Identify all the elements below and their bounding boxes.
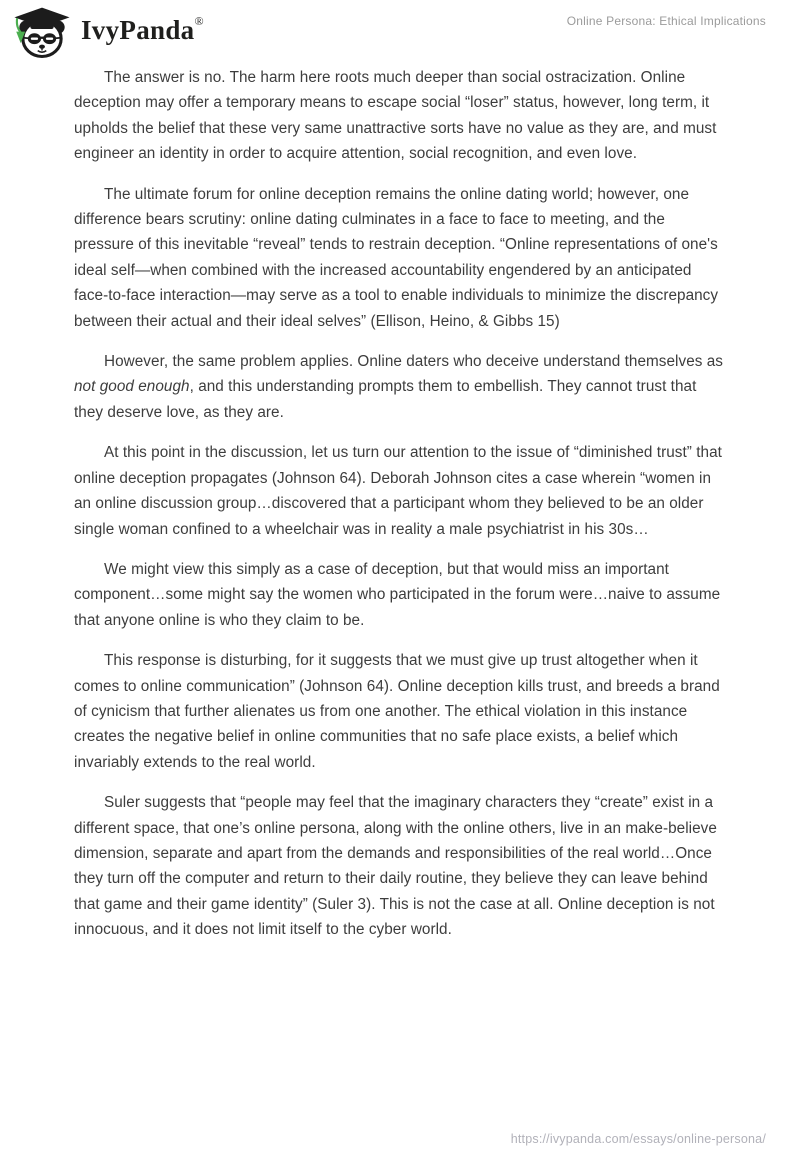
text-run: , and this understanding prompts them to embellish. They cannot trust that they deserve love, as they are. — [74, 378, 697, 421]
text-run: Suler suggests that “people may feel that the imaginary characters they “create” exist in a different space, that one’s online persona, along with the online others, live in an make-believe dimension, separate and apart from the demands and responsibilities of the real world…Once they turn off the computer and return to their daily routine, they believe they can leave behind that game and their game identity” (Suler 3). This is not the case at all. Online deception is not innocuous, and it does not limit itself to the cyber world. — [74, 794, 717, 939]
page-header — [0, 0, 800, 60]
text-run: This response is disturbing, for it suggests that we must give up trust altogether when it comes to online communication” (Johnson 64). Online deception kills trust, and breeds a brand of cynicism that further alienates us from one another. The ethical violation in this instance creates the negative belief in online communities that no safe place exists, a belief which invariably extends to the real world. — [74, 652, 720, 771]
text-run: However, the same problem applies. Online daters who deceive understand themselves as — [104, 353, 724, 371]
paragraph — [74, 790, 728, 942]
paragraph — [74, 349, 728, 425]
document-title: Online Persona: Ethical Implications — [566, 14, 766, 28]
panda-graduate-icon — [10, 5, 74, 60]
text-run: At this point in the discussion, let us turn our attention to the issue of “diminished trust” that online deception propagates (Johnson 64). Deborah Johnson cites a case wherein “women in an online discussion group…discovered that a participant whom they believed to be an older single woman confined to a wheelchair was in reality a male psychiatrist in his 30s… — [74, 444, 722, 538]
paragraph — [74, 182, 728, 334]
paragraph — [74, 557, 728, 633]
paragraph — [74, 648, 728, 775]
ivypanda-logo — [10, 5, 204, 60]
registered-mark: ® — [194, 14, 204, 28]
paragraph — [74, 65, 728, 167]
brand-name: IvyPanda® — [81, 14, 204, 45]
source-url: https://ivypanda.com/essays/online-persona/ — [510, 1132, 766, 1146]
text-run: We might view this simply as a case of deception, but that would miss an important component…some might say the women who participated in the forum were…naive to assume that anyone online is who they claim to be. — [74, 560, 721, 629]
emphasized-text: not good enough — [74, 378, 190, 396]
article-body — [74, 65, 728, 958]
text-run: The ultimate forum for online deception remains the online dating world; however, one difference bears scrutiny: online dating culminates in a face to face to meeting, and the pressure of this inevitable “reveal” tends to restrain deception. “Online representations of one's ideal self—when combined with the increased accountability engendered by an anticipated face-to-face interaction—may serve as a tool to enable individuals to minimize the discrepancy between their actual and their ideal selves” (Ellison, Heino, & Gibbs 15) — [74, 185, 719, 330]
text-run: The answer is no. The harm here roots much deeper than social ostracization. Online deception may offer a temporary means to escape social “loser” status, however, long term, it upholds the belief that these very same unattractive sorts have no value as they are, and must engineer an identity in order to acquire attention, social recognition, and even love. — [74, 69, 717, 163]
paragraph — [74, 440, 728, 542]
